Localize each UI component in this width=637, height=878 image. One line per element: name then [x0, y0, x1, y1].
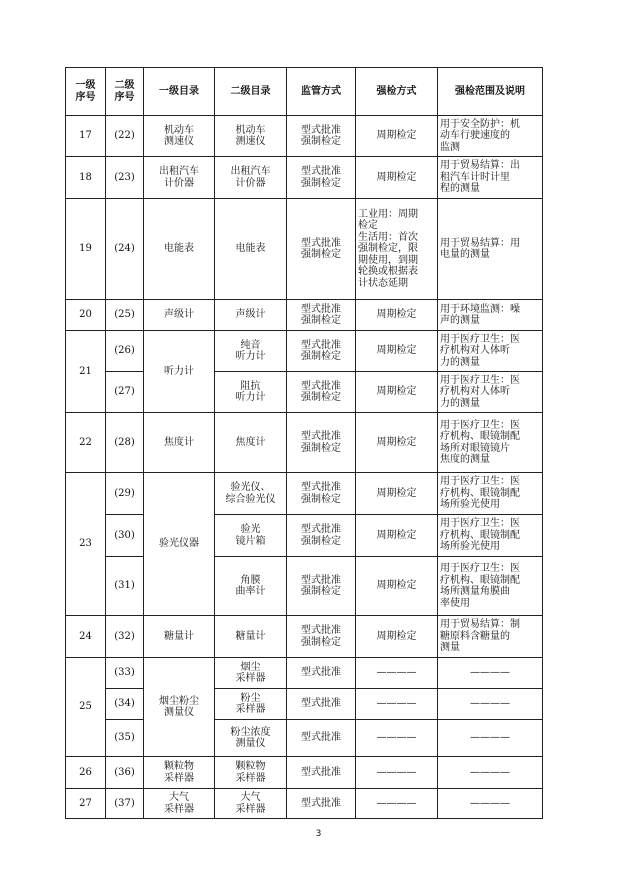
- supervision-method: 型式批准 强制检定: [287, 372, 356, 413]
- level1-number: 22: [66, 413, 106, 473]
- scope-description: ————: [438, 789, 543, 819]
- supervision-method: 型式批准 强制检定: [287, 116, 356, 157]
- table-row: [66, 372, 543, 413]
- level1-category: 声级计: [144, 300, 215, 331]
- table-row: [66, 689, 543, 720]
- table-row: [66, 157, 543, 199]
- scope-description: 用于医疗卫生：医 疗机构、眼镜制配 场所对眼镜镜片 焦度的测量: [438, 413, 543, 473]
- inspection-method: 周期检定: [356, 116, 438, 157]
- level2-number: (29): [106, 473, 144, 515]
- level1-category: 大气 采样器: [144, 789, 215, 819]
- table-row: [66, 331, 543, 372]
- table-row: [66, 116, 543, 157]
- inspection-method: 周期检定: [356, 331, 438, 372]
- level1-category: 出租汽车 计价器: [144, 157, 215, 199]
- level1-number: 19: [66, 199, 106, 300]
- supervision-method: 型式批准: [287, 658, 356, 689]
- level2-number: (34): [106, 689, 144, 720]
- scope-description: 用于环境监测：噪 声的测量: [438, 300, 543, 331]
- level2-category: 烟尘 采样器: [215, 658, 287, 689]
- scope-description: 用于贸易结算：制 糖原料含糖量的 测量: [438, 616, 543, 658]
- supervision-method: 型式批准 强制检定: [287, 199, 356, 300]
- supervision-method: 型式批准 强制检定: [287, 300, 356, 331]
- level2-category: 验光仪、 综合验光仪: [215, 473, 287, 515]
- table-row: [66, 557, 543, 616]
- inspection-method: 工业用：周期 检定 生活用：首次 强制检定，限 期使用，到期 轮换或根据表 计状态延期: [356, 199, 438, 300]
- supervision-method: 型式批准 强制检定: [287, 157, 356, 199]
- scope-description: 用于医疗卫生：医 疗机构、眼镜制配 场所验光使用: [438, 515, 543, 557]
- level1-category: 糖量计: [144, 616, 215, 658]
- supervision-method: 型式批准 强制检定: [287, 616, 356, 658]
- supervision-method: 型式批准: [287, 689, 356, 720]
- supervision-method: 型式批准 强制检定: [287, 557, 356, 616]
- scope-description: 用于医疗卫生：医 疗机构对人体听 力的测量: [438, 372, 543, 413]
- level2-number: (32): [106, 616, 144, 658]
- inspection-method: 周期检定: [356, 473, 438, 515]
- level2-number: (36): [106, 757, 144, 789]
- table-row: [66, 757, 543, 789]
- header-cell: 强检方式: [356, 68, 438, 116]
- table-row: [66, 515, 543, 557]
- inspection-method: 周期检定: [356, 157, 438, 199]
- table-row: [66, 413, 543, 473]
- level2-category: 角膜 曲率计: [215, 557, 287, 616]
- scope-description: 用于医疗卫生：医 疗机构、眼镜制配 场所验光使用: [438, 473, 543, 515]
- level2-category: 声级计: [215, 300, 287, 331]
- scope-description: 用于贸易结算：出 租汽车计时计里 程的测量: [438, 157, 543, 199]
- level2-number: (27): [106, 372, 144, 413]
- scope-description: 用于贸易结算：用 电量的测量: [438, 199, 543, 300]
- level2-number: (26): [106, 331, 144, 372]
- level2-number: (23): [106, 157, 144, 199]
- level2-number: (33): [106, 658, 144, 689]
- inspection-method: 周期检定: [356, 515, 438, 557]
- scope-description: ————: [438, 720, 543, 757]
- level1-number: 18: [66, 157, 106, 199]
- inspection-method: ————: [356, 658, 438, 689]
- header-cell: 强检范围及说明: [438, 68, 543, 116]
- inspection-method: ————: [356, 789, 438, 819]
- scope-description: 用于医疗卫生：医 疗机构、眼镜制配 场所测量角膜曲 率使用: [438, 557, 543, 616]
- level1-category: 验光仪器: [144, 473, 215, 616]
- supervision-method: 型式批准 强制检定: [287, 473, 356, 515]
- inspection-method: 周期检定: [356, 372, 438, 413]
- level2-category: 粉尘 采样器: [215, 689, 287, 720]
- inspection-method: 周期检定: [356, 413, 438, 473]
- level1-number: 25: [66, 658, 106, 757]
- inspection-method: 周期检定: [356, 616, 438, 658]
- level1-number: 24: [66, 616, 106, 658]
- table-row: [66, 300, 543, 331]
- header-row: [66, 68, 543, 116]
- scope-description: ————: [438, 658, 543, 689]
- inspection-method: ————: [356, 757, 438, 789]
- level2-number: (22): [106, 116, 144, 157]
- table-row: [66, 658, 543, 689]
- level2-category: 出租汽车 计价器: [215, 157, 287, 199]
- level1-number: 26: [66, 757, 106, 789]
- level1-category: 听力计: [144, 331, 215, 413]
- inspection-method: 周期检定: [356, 300, 438, 331]
- level2-category: 颗粒物 采样器: [215, 757, 287, 789]
- header-cell: 二级目录: [215, 68, 287, 116]
- level1-number: 17: [66, 116, 106, 157]
- inspection-method: 周期检定: [356, 557, 438, 616]
- level2-number: (37): [106, 789, 144, 819]
- header-cell: 监管方式: [287, 68, 356, 116]
- level1-category: 颗粒物 采样器: [144, 757, 215, 789]
- level2-category: 验光 镜片箱: [215, 515, 287, 557]
- supervision-method: 型式批准 强制检定: [287, 331, 356, 372]
- level1-number: 23: [66, 473, 106, 616]
- level2-number: (31): [106, 557, 144, 616]
- supervision-method: 型式批准: [287, 720, 356, 757]
- level2-category: 机动车 测速仪: [215, 116, 287, 157]
- level1-category: 烟尘粉尘 测量仪: [144, 658, 215, 757]
- scope-description: 用于安全防护：机 动车行驶速度的 监测: [438, 116, 543, 157]
- table-row: [66, 789, 543, 819]
- level1-number: 21: [66, 331, 106, 413]
- level1-category: 焦度计: [144, 413, 215, 473]
- table-row: [66, 473, 543, 515]
- level1-category: 电能表: [144, 199, 215, 300]
- level2-category: 大气 采样器: [215, 789, 287, 819]
- table-row: [66, 616, 543, 658]
- level2-category: 粉尘浓度 测量仪: [215, 720, 287, 757]
- inspection-method: ————: [356, 720, 438, 757]
- level2-number: (24): [106, 199, 144, 300]
- supervision-method: 型式批准: [287, 757, 356, 789]
- level2-category: 电能表: [215, 199, 287, 300]
- level2-category: 阻抗 听力计: [215, 372, 287, 413]
- header-cell: 一级 序号: [66, 68, 106, 116]
- level1-number: 20: [66, 300, 106, 331]
- table-row: [66, 720, 543, 757]
- supervision-method: 型式批准 强制检定: [287, 515, 356, 557]
- level2-number: (30): [106, 515, 144, 557]
- supervision-method: 型式批准: [287, 789, 356, 819]
- header-cell: 二级 序号: [106, 68, 144, 116]
- regulation-table: [65, 67, 543, 819]
- inspection-method: ————: [356, 689, 438, 720]
- level1-category: 机动车 测速仪: [144, 116, 215, 157]
- scope-description: ————: [438, 757, 543, 789]
- level2-category: 焦度计: [215, 413, 287, 473]
- page-number: 3: [315, 829, 322, 839]
- level1-number: 27: [66, 789, 106, 819]
- scope-description: ————: [438, 689, 543, 720]
- level2-category: 糖量计: [215, 616, 287, 658]
- level2-number: (28): [106, 413, 144, 473]
- supervision-method: 型式批准 强制检定: [287, 413, 356, 473]
- header-cell: 一级目录: [144, 68, 215, 116]
- table-row: [66, 199, 543, 300]
- level2-number: (35): [106, 720, 144, 757]
- scope-description: 用于医疗卫生：医 疗机构对人体听 力的测量: [438, 331, 543, 372]
- level2-category: 纯音 听力计: [215, 331, 287, 372]
- level2-number: (25): [106, 300, 144, 331]
